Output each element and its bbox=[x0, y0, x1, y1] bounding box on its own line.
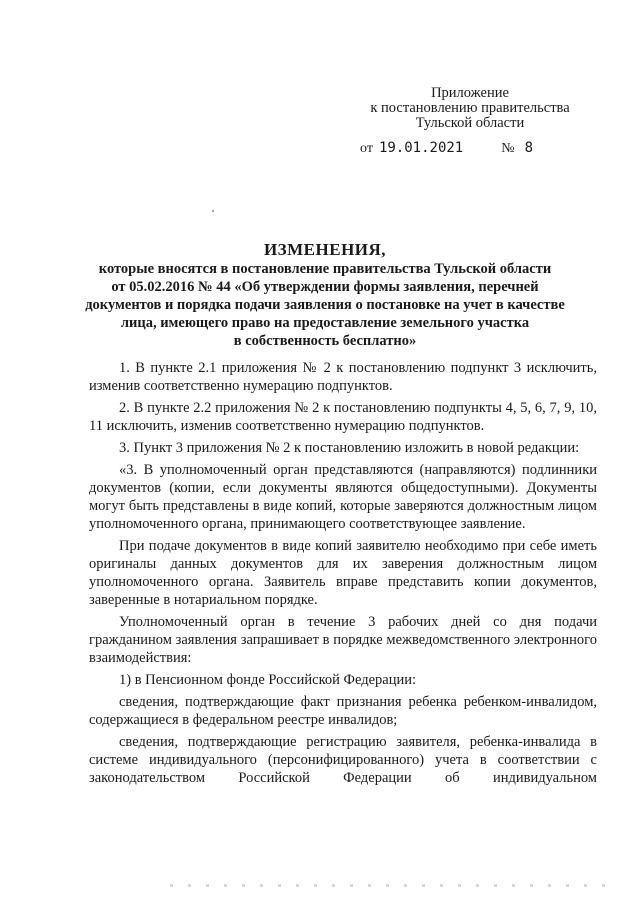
title-line-4: лица, имеющего право на предоставление земельного участка bbox=[120, 315, 530, 331]
appendix-line-1: Приложение bbox=[431, 85, 509, 101]
title-line-2: от 05.02.2016 № 44 «Об утверждении формы заявления, перечней bbox=[111, 279, 539, 295]
paragraph-item-3: 3. Пункт 3 приложения № 2 к постановлению изложить в новой редакции: bbox=[119, 440, 580, 456]
scan-speck bbox=[212, 210, 214, 212]
paragraph-disability-info: сведения, подтверждающие факт признания ребенка ребенком-инвалидом, содержащиеся в федеральном реестре инвалидов; bbox=[89, 694, 597, 728]
from-label: от bbox=[360, 141, 373, 156]
paragraph-item-2: 2. В пункте 2.2 приложения № 2 к постановлению подпункты 4, 5, 6, 7, 9, 10, 11 исключить, изменив соответственно нумерацию подпунктов. bbox=[89, 400, 597, 434]
title-line-3: документов и порядка подачи заявления о постановке на учет в качестве bbox=[85, 297, 565, 313]
appendix-line-2: к постановлению правительства bbox=[370, 100, 570, 116]
paragraph-request: Уполномоченный орган в течение 3 рабочих дней со дня подачи гражданином заявления запрашивает в порядке межведомственного электронного взаимодействия: bbox=[89, 614, 597, 666]
date-number-line bbox=[360, 140, 533, 157]
paragraph-new-clause-3: «3. В уполномоченный орган представляются (направляются) подлинники документов (копии, если документы являются общедоступными). Документы могут быть представлены в виде копий, которые заверяются должностным лицом уполномоченного органа, принимающего соответствующее заявление. bbox=[89, 462, 597, 532]
paragraph-item-1: 1. В пункте 2.1 приложения № 2 к постановлению подпункт 3 исключить, изменив соответственно нумерацию подпунктов. bbox=[89, 360, 597, 394]
paragraph-copies: При подаче документов в виде копий заявителю необходимо при себе иметь оригиналы данных документов для их заверения должностным лицом уполномоченного органа. Заявитель вправе представить копии документов, заверенные в нотариальном порядке. bbox=[89, 538, 597, 608]
document-title bbox=[80, 240, 570, 350]
document-date: 19.01.2021 bbox=[378, 140, 464, 156]
scan-noise bbox=[170, 884, 610, 887]
document-number: 8 bbox=[524, 140, 534, 156]
title-heading: ИЗМЕНЕНИЯ, bbox=[263, 240, 387, 259]
paragraph-registration-info: сведения, подтверждающие регистрацию заявителя, ребенка-инвалида в системе индивидуального (персонифицированного) учета в соответствии с законодательством Российской Федерации об индивидуальном bbox=[89, 734, 597, 786]
appendix-line-3: Тульской области bbox=[415, 115, 525, 131]
title-line-1: которые вносятся в постановление правительства Тульской области bbox=[98, 261, 552, 277]
appendix-header bbox=[355, 86, 585, 131]
document-body bbox=[89, 359, 597, 791]
paragraph-pension-fund: 1) в Пенсионном фонде Российской Федерации: bbox=[119, 672, 417, 688]
title-line-5: в собственность бесплатно» bbox=[233, 333, 417, 349]
number-label: № bbox=[501, 141, 515, 156]
